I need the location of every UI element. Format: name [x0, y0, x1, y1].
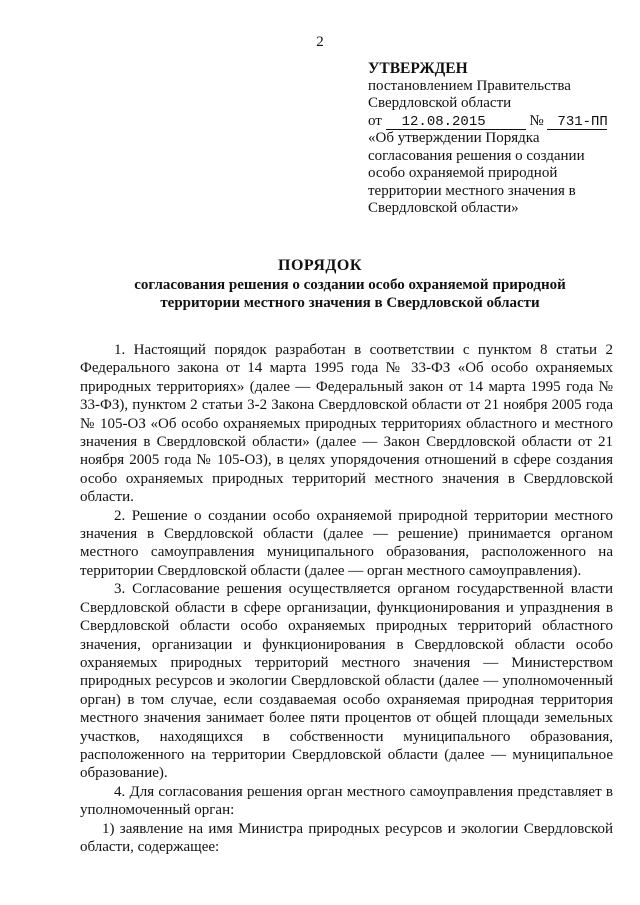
approval-heading: УТВЕРЖДЕН	[368, 60, 468, 77]
subitem-1: 1) заявление на имя Министра природных ресурсов и экологии Свердловской области, содержащее:	[80, 820, 613, 855]
page-number: 2	[316, 34, 324, 50]
approval-line-1: постановлением Правительства	[368, 77, 571, 94]
approval-title-line: «Об утверждении Порядка	[368, 130, 540, 146]
approval-date-line	[368, 113, 630, 131]
document-body	[80, 341, 613, 856]
approval-block	[368, 60, 630, 218]
approval-title-line: особо охраняемой природной	[368, 165, 558, 181]
document-title: ПОРЯДОК	[278, 257, 362, 274]
document-subtitle: согласования решения о создании особо охраняемой природной территории местного значения в Свердловской области	[134, 277, 566, 311]
paragraph-2: 2. Решение о создании особо охраняемой природной территории местного значения в Свердловской области (далее — решение) принимается органом местного самоуправления муниципального образования, расположенного на территории Свердловской области (далее — орган местного самоуправления).	[80, 507, 613, 579]
paragraph-4: 4. Для согласования решения орган местного самоуправления представляет в уполномоченный орган:	[80, 783, 613, 819]
number-prefix: №	[529, 112, 544, 129]
date-prefix: от	[368, 112, 382, 129]
approval-title-line: территории местного значения в	[368, 182, 576, 199]
paragraph-1: 1. Настоящий порядок разработан в соответствии с пунктом 8 статьи 2 Федерального закона от 14 марта 1995 года № 33-ФЗ «Об особо охраняемых природных территориях» (далее — Федеральный закон от 14 марта 1995 года № 33-ФЗ), пунктом 2 статьи 3-2 Закона Свердловской области от 21 ноября 2005 года № 105-ОЗ «Об особо охраняемых природных территориях областного и местного значения в Свердловской области» (далее — Закон Свердловской области от 21 ноября 2005 года № 105-ОЗ), в целях упорядочения отношений в сфере создания особо охраняемых природных территорий местного значения в Свердловской области.	[80, 342, 613, 506]
approval-title-line: Свердловской области»	[368, 200, 519, 216]
approval-date: 12.08.2015	[386, 115, 526, 130]
approval-title-line: согласования решения о создании	[368, 147, 585, 164]
approval-number: 731-ПП	[547, 115, 607, 130]
paragraph-3: 3. Согласование решения осуществляется органом государственной власти Свердловской области в сфере организации, функционирования и упразднения в Свердловской области особо охраняемых природных территорий областного значения, организации и функционирования в Свердловской области особо охраняемых природных территорий местного значения — Министерством природных ресурсов и экологии Свердловской области (далее — уполномоченный орган) в том случае, если создаваемая особо охраняемая природная территория местного значения занимает более пяти процентов от общей площади земельных участков, находящихся в собственности муниципального образования, расположенного на территории Свердловской области (далее — муниципальное образование).	[80, 581, 613, 782]
approval-line-2: Свердловской области	[368, 95, 512, 111]
